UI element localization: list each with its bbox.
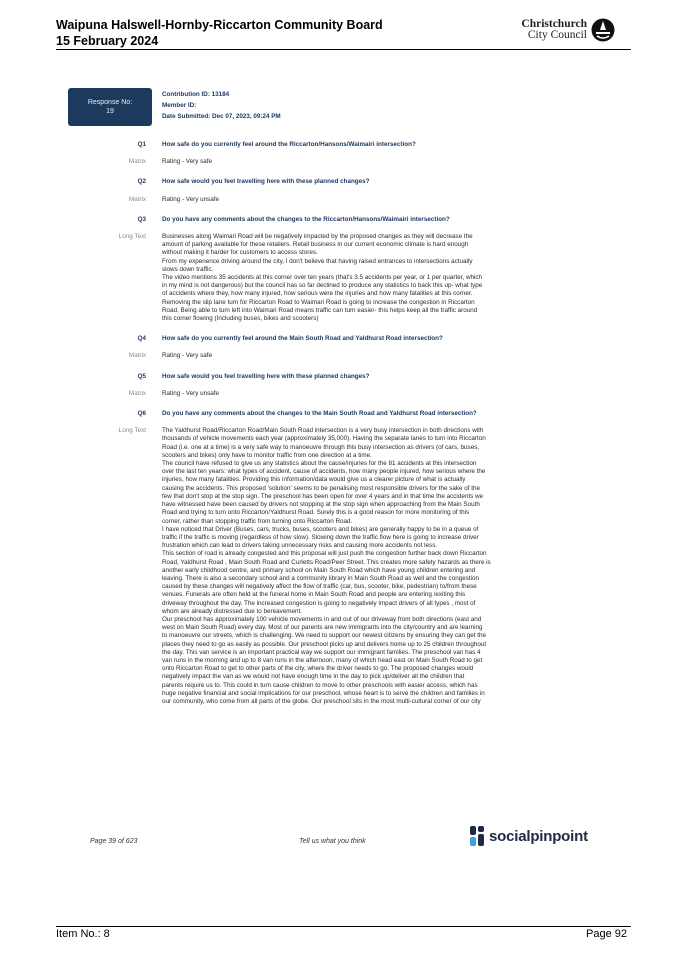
question-number: Q5 <box>137 372 146 380</box>
question-list <box>86 141 606 706</box>
answer-line: over the last ten years: what types of accident, cause of accidents, how many people injured, how serious where the <box>162 468 486 476</box>
contribution-id: 13184 <box>211 91 230 98</box>
answer-line: few that don't stop at the stop sign. The preschool has been open for over 4 years and in that time the accidents we <box>162 492 484 500</box>
question-text: How safe do you currently feel around the Main South Road and Yaldhurst Road intersection? <box>162 335 443 343</box>
answer-line: of accidents where they, how many injured, how serious were the injuries and how many fatalities at this corner. <box>162 290 473 298</box>
cathedral-icon <box>591 18 615 42</box>
answer-line: The council have refused to give us any statistics about the cause/injuries for the 81 accidents at this intersection <box>162 460 477 468</box>
answer-text: Rating - Very safe <box>162 352 213 360</box>
answer-line: From my experience driving around the city, I don't believe that having raised entrances to intersections actually <box>162 257 473 265</box>
item-number: Item No.: 8 <box>56 928 110 940</box>
answer-row <box>86 352 606 360</box>
answer-line: Road, Yaldhurst Road , Main South Road and Curletts Road/Peer Street. This creates more safety hazards as there is <box>162 558 491 566</box>
question-number: Q3 <box>137 215 146 223</box>
answer-line: to manoeuvre our streets, which is challenging. We need to support our newest citizens by ensuring they can get the <box>162 632 487 640</box>
answer-type: Long Text <box>118 427 146 435</box>
board-title <box>56 17 383 49</box>
response-number: 19 <box>106 108 114 115</box>
header-rule <box>56 49 631 50</box>
answer-line: Road. Being able to turn left into Waimari Road means traffic can turn easier- this helps keep all the traffic around <box>162 306 478 314</box>
answer-line: corner, rather than stopping traffic from turning onto Riccarton Road. <box>162 517 353 525</box>
answer-line: frustration which can lead to drivers taking unnecessary risks and causing more accidents not less. <box>162 542 438 550</box>
answer-text: Rating - Very unsafe <box>162 195 220 203</box>
question-number: Q6 <box>137 410 146 418</box>
answer-row <box>86 196 606 204</box>
answer-type: Matrix <box>128 195 146 203</box>
answer-line: parents require us to. This could in turn cause children to move to other preschools with easier access, which has <box>162 681 478 689</box>
answer-line: caused by these changes will negatively affect the flow of traffic (car, bus, scooter, bike, pedestrian) to/from these <box>162 583 477 591</box>
answer-line: in my mind is not dangerous) but the council has so far declined to produce any statistics to back this up- what type <box>162 282 483 290</box>
question-row <box>86 335 606 343</box>
question-number: Q2 <box>137 178 146 186</box>
answer-line: places they need to go as easily as possible. Our preschool picks up and delivers home up to 25 children throughout <box>162 640 487 648</box>
answer-line: onto Riccarton Road to get to other parts of the city, where the driver needs to go. The proposed changes would <box>162 665 474 673</box>
answer-line: This section of road is already congested and this proposal will just push the congestion further back down Riccarton <box>162 550 487 558</box>
answer-text: Rating - Very unsafe <box>162 389 220 397</box>
board-name: Waipuna Halswell-Hornby-Riccarton Community Board <box>56 18 383 32</box>
answer-line: leaving. There is also a secondary school and a community library in Main South Road as well and the congestion <box>162 574 480 582</box>
answer-line: Businesses along Waimari Road will be negatively impacted by the proposed changes as they will decrease the <box>162 233 473 241</box>
question-number: Q4 <box>137 335 146 343</box>
council-logo <box>521 16 615 44</box>
member-label: Member ID: <box>162 102 197 109</box>
answer-line: negatively impact the van as we would not have enough time in the day to pick up/deliver all the children that <box>162 673 465 681</box>
socialpinpoint-logo <box>470 826 588 846</box>
question-text: Do you have any comments about the changes to the Main South Road and Yaldhurst Road intersection? <box>162 410 477 418</box>
date-label: Date Submitted: <box>162 113 211 120</box>
answer-line: this corner flowing (Including buses, bikes and scooters) <box>162 315 319 323</box>
answer-line: injuries, how many fatalities. Providing this information/data would give us a clearer picture of what is actually <box>162 476 466 484</box>
question-row <box>86 373 606 381</box>
page-number: Page 92 <box>586 928 627 940</box>
answer-line: Road and trying to turn onto Riccarton/Yaldhurst Road. Surely this is a good reason for more monitoring of this <box>162 509 470 517</box>
contribution-label: Contribution ID: <box>162 91 210 98</box>
answer-type: Long Text <box>118 233 146 241</box>
question-number: Q1 <box>137 141 146 148</box>
response-label: Response No: <box>87 99 133 106</box>
answer-line: scooters and bikes) only have to monitor traffic from one direction at a time. <box>162 451 372 459</box>
long-answer <box>162 233 592 323</box>
answer-line: huge negative financial and social implications for our preschool, whose heart is to serve the children and families in <box>162 689 485 697</box>
question-text: How safe would you feel travelling here with these planned changes? <box>162 178 370 186</box>
answer-line: I have noticed that Driver (Buses, cars, trucks, buses, scooters and bikes) are generally happy to be in a queue of <box>162 525 479 533</box>
question-row <box>86 141 606 149</box>
question-row <box>86 178 606 186</box>
answer-line: without making it harder for customers to access stores. <box>162 249 318 257</box>
answer-line: van runs in the morning and up to 8 van runs in the afternoon, many of which head east on Main South Road to get <box>162 656 483 664</box>
answer-line: amount of parking available for these retailers. Retail business in our current economic climate is hard enough <box>162 241 469 249</box>
answer-line: Removing the slip lane turn for Riccarton Road to Waimari Road is going to increase the congestion in Riccarton <box>162 298 475 306</box>
answer-line: causing the accidents. This proposed 'solution' seems to be penalising most responsible drivers for the sake of the <box>162 484 481 492</box>
question-text: How safe would you feel travelling here with these planned changes? <box>162 372 370 380</box>
answer-row <box>86 427 606 706</box>
answer-line: Our preschool has approximately 100 vehicle movements in and out of our driveway from both directions (east and <box>162 615 482 623</box>
survey-page-number: Page 39 of 623 <box>90 838 138 845</box>
answer-row <box>86 390 606 398</box>
submission-meta <box>162 89 281 122</box>
question-row <box>86 216 606 224</box>
answer-line: the day. This van service is an important practical way we support our immigrant families. The preschool van has 4 <box>162 648 481 656</box>
answer-line: venues. Funerals are often held at the funeral home in Main South Road and people are entering /exiting this <box>162 591 466 599</box>
answer-line: west on Main South Road) every day. Most of our parents are new immigrants into the city/country and are learning <box>162 624 483 632</box>
footer-rule <box>56 926 631 927</box>
answer-text: Rating - Very safe <box>162 158 213 166</box>
brand-name: socialpinpoint <box>489 827 588 845</box>
answer-line: our community, who come from all parts of the globe. Our preschool sits in the most multi-cultural corner of our city <box>162 697 481 705</box>
question-row <box>86 410 606 418</box>
answer-line: driveway throughout the day. The increased congestion is going to negatively impact drivers of all types , most of <box>162 599 476 607</box>
question-text: Do you have any comments about the changes to the Riccarton/Hansons/Waimairi intersection? <box>162 215 450 223</box>
answer-type: Matrix <box>128 389 146 397</box>
answer-line: The video mentions 35 accidents at this corner over ten years (that's 3.5 accidents per year, or 1 per quarter, which <box>162 274 483 282</box>
answer-line: another early childhood centre, and primary school on Main South Road which have young children entering and <box>162 566 476 574</box>
answer-line: The Yaldhurst Road/Riccarton Road/Main South Road intersection is a very busy intersection in both directions with <box>162 427 484 435</box>
question-text: How safe do you currently feel around the Riccarton/Hansons/Waimairi intersection? <box>162 141 416 148</box>
answer-line: have witnessed have been caused by drivers not stopping at the stop sign when approaching from the Main South <box>162 501 480 509</box>
answer-line: thousands of vehicle movements each year (approximately 35,000). Having the separate lanes to turn into Riccarton <box>162 435 486 443</box>
long-answer <box>162 427 592 706</box>
answer-row <box>86 158 606 166</box>
date-submitted: Dec 07, 2023, 09:24 PM <box>212 113 281 120</box>
response-number-box <box>68 88 152 126</box>
answer-type: Matrix <box>128 158 146 166</box>
logo-name: Christchurch <box>521 18 587 30</box>
logo-sub: City Council <box>527 29 587 41</box>
answer-line: traffic if the traffic is moving (regardless of how slow). Slowing down the traffic flow here is going to increase driver <box>162 533 479 541</box>
answer-line: whom are already distressed due to bereavement. <box>162 607 303 615</box>
answer-line: Road (i.e. one at a time) is a very safe way to manoeuvre through this busy intersection as drivers (of cars, buses, <box>162 443 480 451</box>
answer-type: Matrix <box>128 352 146 360</box>
meeting-date: 15 February 2024 <box>56 34 159 48</box>
answer-row <box>86 233 606 323</box>
answer-line: slows down traffic. <box>162 265 214 273</box>
tagline: Tell us what you think <box>299 838 366 845</box>
pinpoint-icon <box>470 826 484 846</box>
